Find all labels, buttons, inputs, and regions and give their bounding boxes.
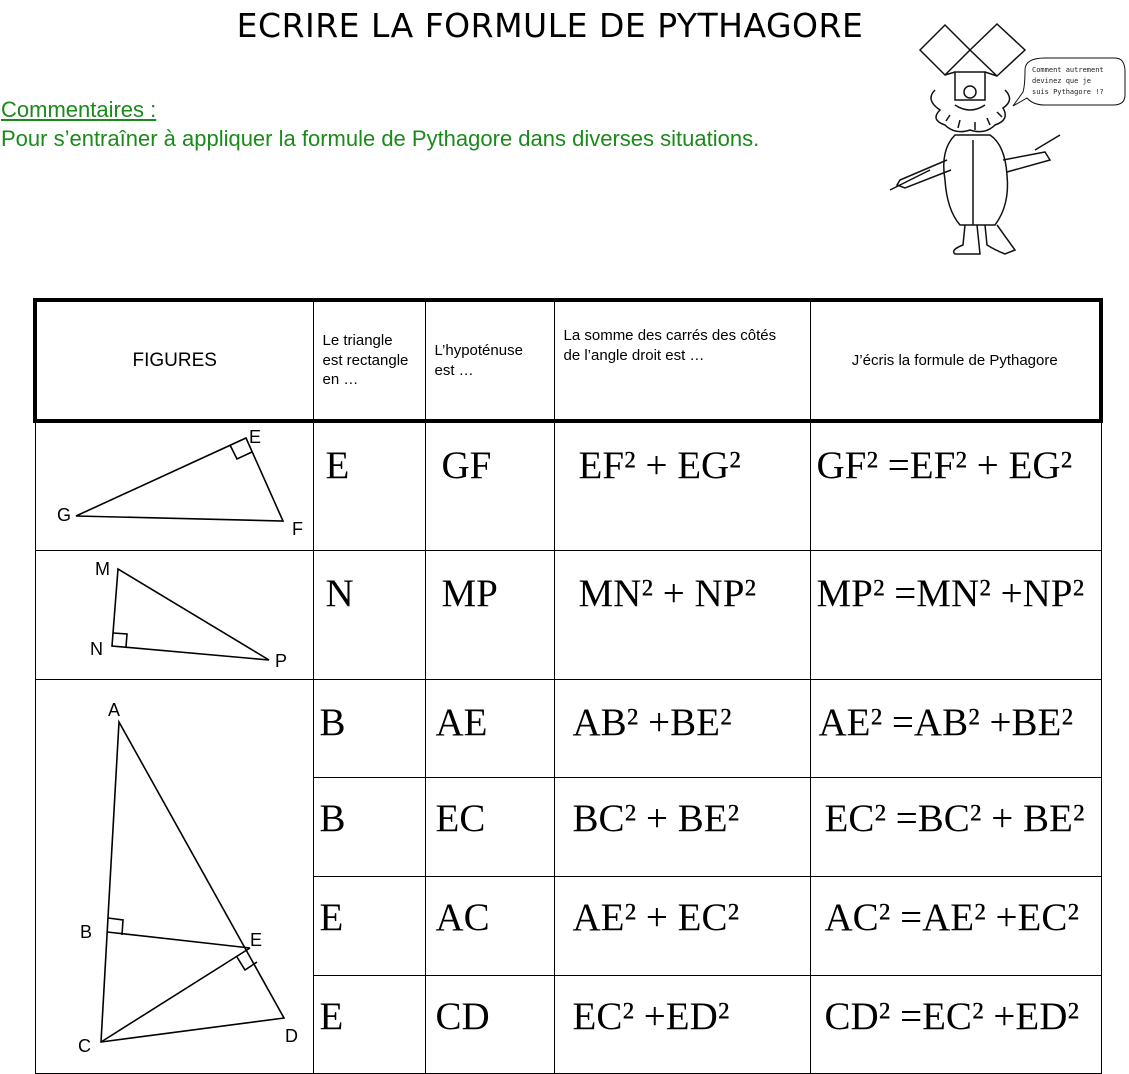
cell-right-angle: E — [313, 876, 425, 975]
label-b: B — [79, 922, 92, 942]
cell-hypotenuse: AC — [425, 876, 554, 975]
cell-sum: EF² + EG² — [554, 421, 810, 551]
bubble-line-3: suis Pythagore !? — [1032, 88, 1104, 96]
cell-right-angle: B — [313, 680, 425, 778]
triangle-abecd — [36, 680, 312, 1068]
cell-right-angle: B — [313, 777, 425, 876]
comment-text: Pour s’entraîner à appliquer la formule de Pythagore dans diverses situations. — [1, 126, 760, 151]
bubble-line-1: Comment autrement — [1032, 66, 1104, 74]
cell-sum: BC² + BE² — [554, 777, 810, 876]
label-g: G — [56, 505, 71, 525]
header-triangle-line1: Le triangle — [322, 332, 393, 350]
header-hyp-line1: L’hypoténuse — [434, 342, 523, 359]
cell-right-angle: E — [313, 975, 425, 1073]
header-hyp-line2: est … — [434, 361, 474, 379]
label-c: C — [77, 1036, 91, 1056]
cell-hypotenuse: MP — [425, 551, 554, 680]
cell-hypotenuse: CD — [425, 975, 554, 1073]
label-n: N — [89, 639, 103, 659]
label-e3: E — [249, 930, 262, 950]
cell-formula: EC² =BC² + BE² — [810, 777, 1101, 876]
table-row — [35, 421, 1101, 551]
header-sum — [554, 300, 810, 421]
cell-sum: AE² + EC² — [554, 876, 810, 975]
header-sum-line2: de l’angle droit est … — [563, 346, 705, 364]
header-formula: J’écris la formule de Pythagore — [810, 300, 1101, 421]
cell-sum: AB² +BE² — [554, 680, 810, 778]
bubble-line-2: devinez que je — [1032, 77, 1092, 85]
triangle-mnp — [36, 551, 312, 674]
cell-formula: MP² =MN² +NP² — [810, 551, 1101, 680]
comment-heading: Commentaires : — [1, 97, 157, 122]
pythagore-table — [33, 298, 1103, 1074]
cell-formula: GF² =EF² + EG² — [810, 421, 1101, 551]
table-row — [35, 551, 1101, 680]
cell-hypotenuse: AE — [425, 680, 554, 778]
header-triangle-line3: en … — [322, 371, 359, 389]
cell-right-angle: E — [313, 421, 425, 551]
table-row — [35, 680, 1101, 778]
triangle-efg — [36, 423, 312, 545]
figure-cell-2 — [35, 551, 313, 680]
figure-cell-1 — [35, 421, 313, 551]
label-p: P — [274, 651, 287, 671]
label-d: D — [284, 1026, 298, 1046]
cell-formula: AE² =AB² +BE² — [810, 680, 1101, 778]
label-f: F — [291, 519, 303, 539]
header-triangle-line2: est rectangle — [322, 351, 409, 369]
cell-formula: AC² =AE² +EC² — [810, 876, 1101, 975]
pythagoras-cartoon — [885, 10, 1129, 260]
cell-sum: EC² +ED² — [554, 975, 810, 1073]
cell-hypotenuse: GF — [425, 421, 554, 551]
cell-hypotenuse: EC — [425, 777, 554, 876]
label-m: M — [94, 559, 110, 579]
label-a: A — [107, 700, 120, 720]
table-header-row — [35, 300, 1101, 421]
page-title: ECRIRE LA FORMULE DE PYTHAGORE — [236, 6, 864, 45]
cell-sum: MN² + NP² — [554, 551, 810, 680]
cell-formula: CD² =EC² +ED² — [810, 975, 1101, 1073]
cell-right-angle: N — [313, 551, 425, 680]
header-hypotenuse — [425, 300, 554, 421]
header-figures: FIGURES — [35, 300, 313, 421]
label-e: E — [248, 427, 261, 447]
header-triangle — [313, 300, 425, 421]
header-sum-line1: La somme des carrés des côtés — [563, 327, 777, 344]
figure-cell-3 — [35, 680, 313, 1074]
